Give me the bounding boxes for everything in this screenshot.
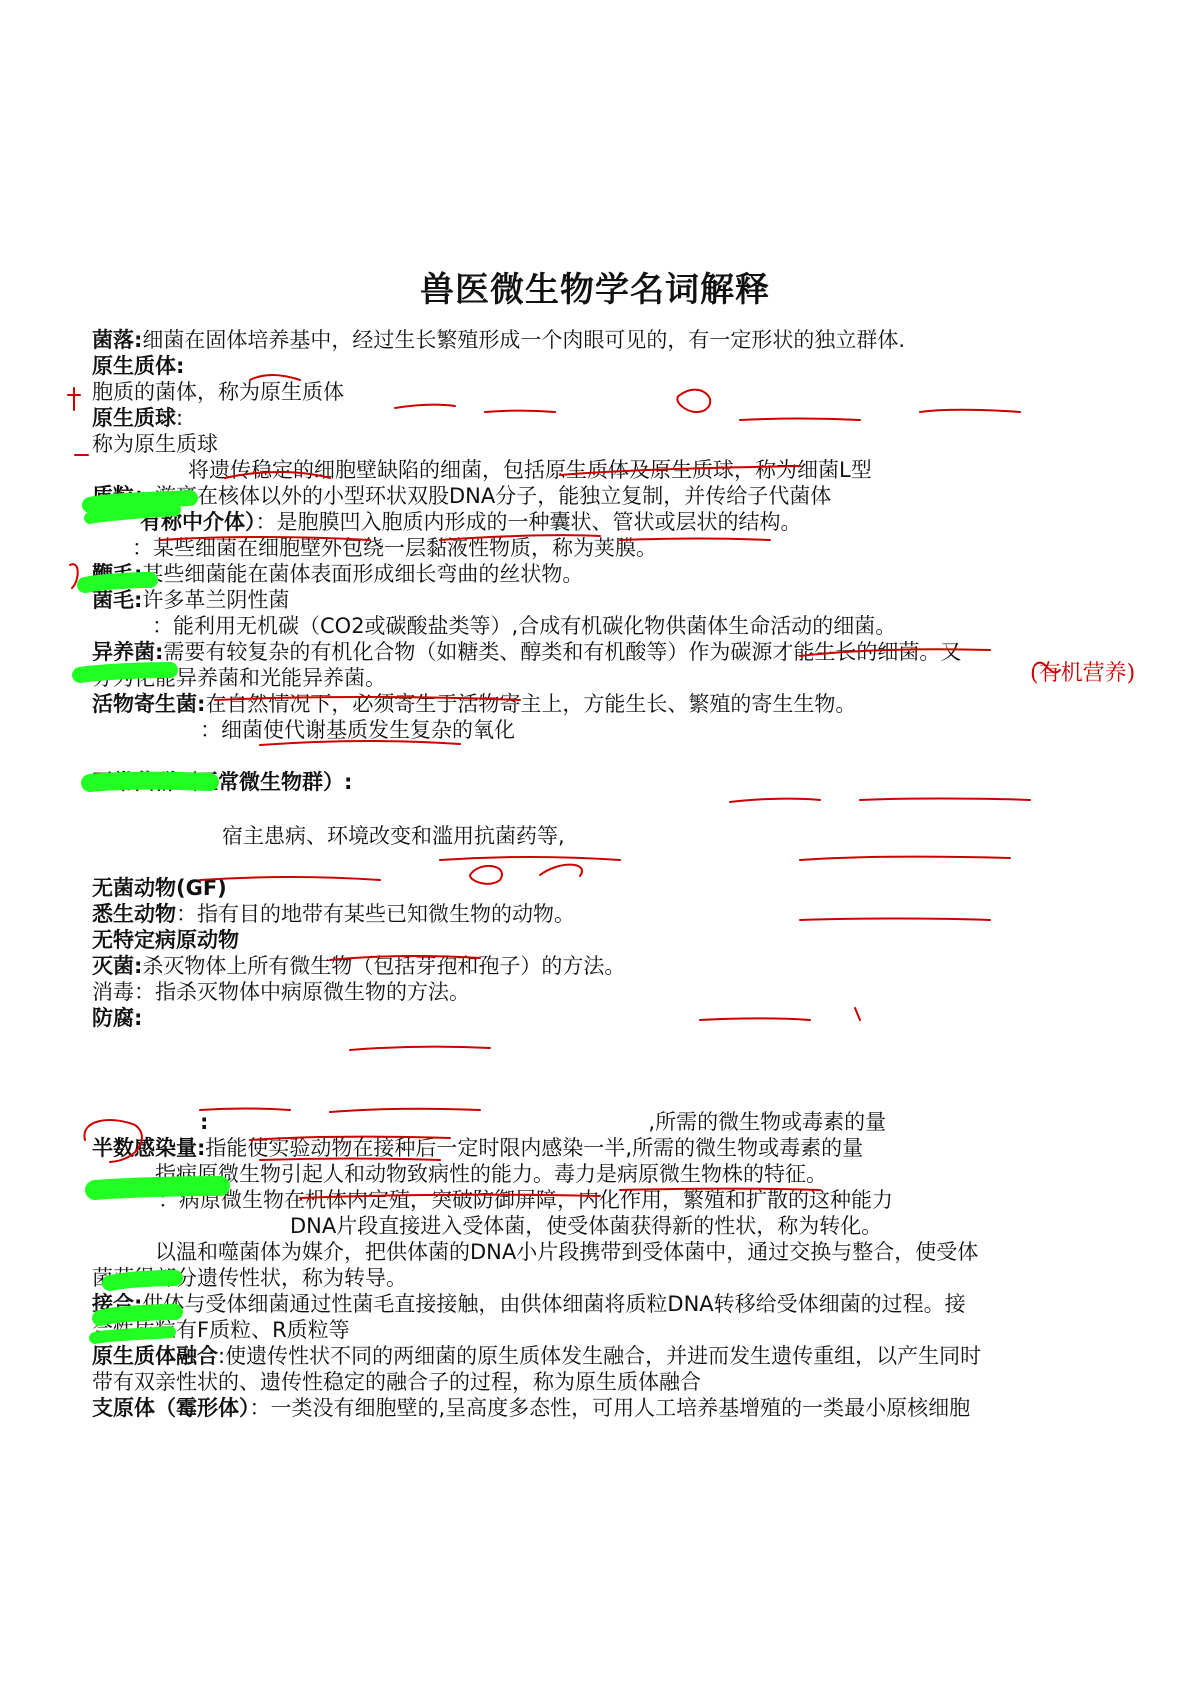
line-dysbiosis: 宿主患病、环境改变和滥用抗菌药等,	[222, 824, 565, 848]
page-title: 兽医微生物学名词解释	[420, 270, 770, 310]
line-transformation: DNA片段直接进入受体菌，使受体菌获得新的性状，称为转化。	[290, 1214, 883, 1238]
line-protoplast-term: 原生质体:	[92, 354, 185, 378]
line-conjugation: 接合:供体与受体细菌通过性菌毛直接接触，由供体细菌将质粒DNA转移给受体细菌的过程。接	[92, 1292, 966, 1316]
line-obligate-parasite: 活物寄生菌:在自然情况下，必须寄生于活物寄主上，方能生长、繁殖的寄生生物。	[92, 692, 857, 716]
line-protoplast-fusion: 原生质体融合:使遗传性状不同的两细菌的原生质体发生融合，并进而发生遗传重组，以产生同时	[92, 1344, 982, 1368]
line-protoplast-def: 胞质的菌体，称为原生质体	[92, 380, 344, 404]
line-flagellum: 鞭毛:某些细菌能在菌体表面形成细长弯曲的丝状物。	[92, 562, 584, 586]
line-id50: 半数感染量:指能使实验动物在接种后一定时限内感染一半,所需的微生物或毒素的量	[92, 1136, 864, 1160]
line-autotroph: ：能利用无机碳（CO2或碳酸盐类等）,合成有机碳化物供菌体生命活动的细菌。	[152, 614, 897, 638]
line-germfree: 无菌动物(GF)	[92, 876, 227, 900]
line-transduction: 以温和噬菌体为媒介，把供体菌的DNA小片段携带到受体菌中，通过交换与整合，使受体	[155, 1240, 979, 1264]
line-normal-flora: 正常菌群（正常微生物群）:	[92, 770, 353, 794]
line-pilus: 菌毛:许多革兰阴性菌	[92, 588, 290, 612]
line-spf: 无特定病原动物	[92, 928, 239, 952]
line-spheroplast-term: 原生质球:	[92, 406, 184, 430]
line-disinfection: 消毒：指杀灭物体中病原微生物的方法。	[92, 980, 470, 1004]
line-l-form: 将遗传稳定的细胞壁缺陷的细菌，包括原生质体及原生质球，称为细菌L型	[188, 458, 872, 482]
line-invasiveness: ：病原微生物在机体内定殖，突破防御屏障，内化作用，繁殖和扩散的这种能力	[158, 1188, 893, 1212]
line-heterotroph: 异养菌:需要有较复杂的有机化合物（如糖类、醇类和有机酸等）作为碳源才能生长的细菌。又	[92, 640, 962, 664]
line-sterilization: 灭菌:杀灭物体上所有微生物（包括芽孢和孢子）的方法。	[92, 954, 626, 978]
line-ld50: : ,所需的微生物或毒素的量	[200, 1110, 887, 1134]
line-protoplast-fusion-cont: 带有双亲性状的、遗传性稳定的融合子的过程，称为原生质体融合	[92, 1370, 701, 1394]
line-mesosome: 有称中介体）：是胞膜凹入胞质内形成的一种囊状、管状或层状的结构。	[140, 510, 802, 534]
line-heterotroph-cont: 分为化能异养菌和光能异养菌。	[92, 666, 386, 690]
line-capsule: ：某些细菌在细胞壁外包绕一层黏液性物质，称为荚膜。	[132, 536, 657, 560]
line-antisepsis: 防腐:	[92, 1006, 143, 1030]
line-virulence: 指病原微生物引起人和动物致病性的能力。毒力是病原微生物株的特征。	[155, 1162, 827, 1186]
line-colony: 菌落:细菌在固体培养基中，经过生长繁殖形成一个肉眼可见的，有一定形状的独立群体.	[92, 328, 906, 352]
line-fermentation: ：细菌使代谢基质发生复杂的氧化	[200, 718, 515, 742]
line-mycoplasma: 支原体（霉形体）：一类没有细胞壁的,呈高度多态性，可用人工培养基增殖的一类最小原核细胞	[92, 1396, 971, 1420]
line-conjugation-cont: 合性质粒有F质粒、R质粒等	[92, 1318, 350, 1342]
line-spheroplast-def: 称为原生质球	[92, 432, 218, 456]
line-gnotobiotic: 悉生动物：指有目的地带有某些已知微生物的动物。	[92, 902, 575, 926]
line-transduction-cont: 菌获得部分遗传性状，称为转导。	[92, 1266, 407, 1290]
line-plasmid: 质粒：游离在核体以外的小型环状双股DNA分子，能独立复制，并传给子代菌体	[92, 484, 832, 508]
handwritten-note: (有机营养)	[1030, 661, 1136, 686]
